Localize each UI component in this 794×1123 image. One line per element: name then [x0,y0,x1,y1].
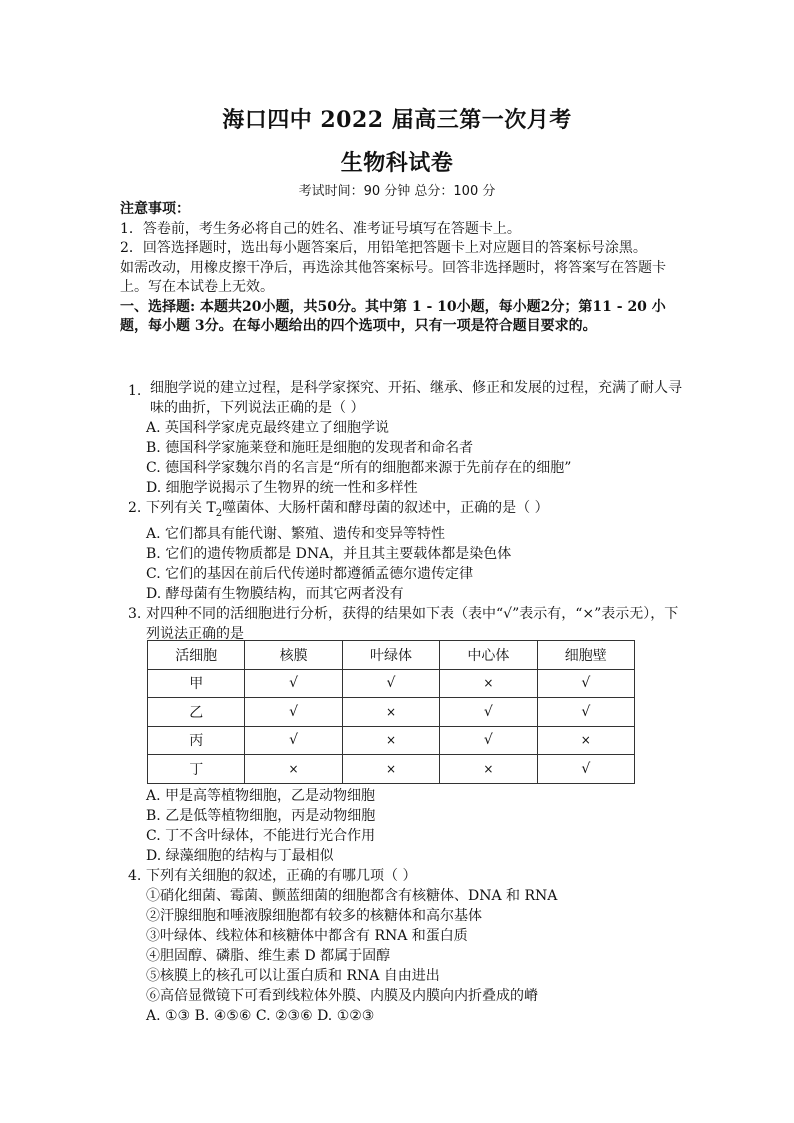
question-stem: 下列有关细胞的叙述，正确的有哪几项（ ） [146,868,417,884]
table-cell: × [342,755,439,784]
option-d: D. 酵母菌有生物膜结构，而其它两者没有 [146,585,404,602]
table-row [148,669,635,698]
statement-6: ⑥高倍显微镜下可看到线粒体外膜、内膜及内膜向内折叠成的嵴 [146,988,538,1004]
notes-item-2: 2．回答选择题时，选出每小题答案后，用铅笔把答题卡上对应题目的答案标号涂黑。 [120,240,647,256]
table-cell: √ [537,698,634,727]
section-heading: 一、选择题: 本题共20小题，共50分。其中第 1 - 10小题，每小题2分；第11 - 20 小题，每小题 3分。在每小题给出的四个选项中，只有一项是符合题目要求的。 [120,298,666,334]
table-header-row [148,641,635,670]
table-row [148,698,635,727]
table-cell: √ [342,669,439,698]
table-cell: √ [537,669,634,698]
question-4 [128,866,688,1026]
question-stem-post: 噬菌体、大肠杆菌和酵母菌的叙述中，正确的是（ ） [222,500,549,516]
cell-table [147,640,635,784]
table-row-label: 甲 [148,669,245,698]
question-list [128,378,688,644]
table-cell: √ [245,698,342,727]
question-3 [128,604,688,644]
question-stem-pre: 下列有关 T [146,500,216,516]
table-row [148,726,635,755]
notes-heading: 注意事项： [120,201,190,217]
table-cell: × [342,698,439,727]
table-header-cell: 叶绿体 [342,641,439,670]
notes-block [120,200,680,337]
table-header-cell: 细胞壁 [537,641,634,670]
option-b: B. 乙是低等植物细胞，丙是动物细胞 [146,808,376,824]
table-cell: √ [440,698,537,727]
table-cell: × [245,755,342,784]
exam-info: 考试时间：90 分钟 总分：100 分 [298,184,496,199]
table-row-label: 乙 [148,698,245,727]
question-number: 4. [128,868,142,884]
question-2 [128,498,688,604]
exam-subtitle: 生物科试卷 [340,150,454,176]
table-header-cell: 活细胞 [148,641,245,670]
option-d: D. 绿藻细胞的结构与丁最相似 [146,848,334,864]
table-header-cell: 中心体 [440,641,537,670]
table-row [148,755,635,784]
table-cell: √ [537,755,634,784]
table-cell: × [440,755,537,784]
option-a: A. 它们都具有能代谢、繁殖、遗传和变异等特性 [146,525,446,542]
option-c: C. 它们的基因在前后代传递时都遵循孟德尔遗传定律 [146,565,474,582]
option-c: C. 德国科学家魏尔肖的名言是“所有的细胞都来源于先前存在的细胞” [146,460,572,476]
table-cell: × [537,726,634,755]
table-row-label: 丙 [148,726,245,755]
question-stem: 细胞学说的建立过程，是科学家探究、开拓、继承、修正和发展的过程，充满了耐人寻味的曲折，下列说法正确的是（ ） [150,380,682,416]
table-row-label: 丁 [148,755,245,784]
table-cell: √ [440,726,537,755]
question-number: 2. [128,500,142,516]
table-cell: √ [245,669,342,698]
statement-3: ③叶绿体、线粒体和核糖体中都含有 RNA 和蛋白质 [146,928,468,944]
option-d: D. 细胞学说揭示了生物界的统一性和多样性 [146,480,418,496]
question-3-options-and-4 [128,786,688,1026]
question-1 [128,378,688,498]
table-cell: √ [245,726,342,755]
question-stem: 对四种不同的活细胞进行分析，获得的结果如下表（表中“√”表示有，“×”表示无），下列说法正确的是 [146,605,679,642]
subscript: 2 [215,507,223,519]
table-cell: × [342,726,439,755]
exam-title: 海口四中 2022 届高三第一次月考 [222,107,572,133]
option-b: B. 德国科学家施莱登和施旺是细胞的发现者和命名者 [146,440,474,456]
table-header-cell: 核膜 [245,641,342,670]
answer-choices: A. ①③ B. ④⑤⑥ C. ②③⑥ D. ①②③ [146,1008,375,1024]
option-b: B. 它们的遗传物质都是 DNA，并且其主要载体都是染色体 [146,545,512,562]
statement-1: ①硝化细菌、霉菌、颤蓝细菌的细胞都含有核糖体、DNA 和 RNA [146,888,558,904]
notes-item-1: 1．答卷前，考生务必将自己的姓名、准考证号填写在答题卡上。 [120,220,521,237]
notes-item-3: 如需改动，用橡皮擦干净后，再选涂其他答案标号。回答非选择题时，将答案写在答题卡上。写在本试卷上无效。 [120,259,666,295]
option-a: A. 英国科学家虎克最终建立了细胞学说 [146,420,390,436]
table-cell: × [440,669,537,698]
statement-2: ②汗腺细胞和唾液腺细胞都有较多的核糖体和高尔基体 [146,908,482,924]
question-number: 1. [128,383,142,399]
statement-5: ⑤核膜上的核孔可以让蛋白质和 RNA 自由进出 [146,968,440,984]
option-c: C. 丁不含叶绿体，不能进行光合作用 [146,828,376,844]
question-number: 3. [128,605,142,622]
statement-4: ④胆固醇、磷脂、维生素 D 都属于固醇 [146,948,391,964]
option-a: A. 甲是高等植物细胞，乙是动物细胞 [146,788,376,804]
